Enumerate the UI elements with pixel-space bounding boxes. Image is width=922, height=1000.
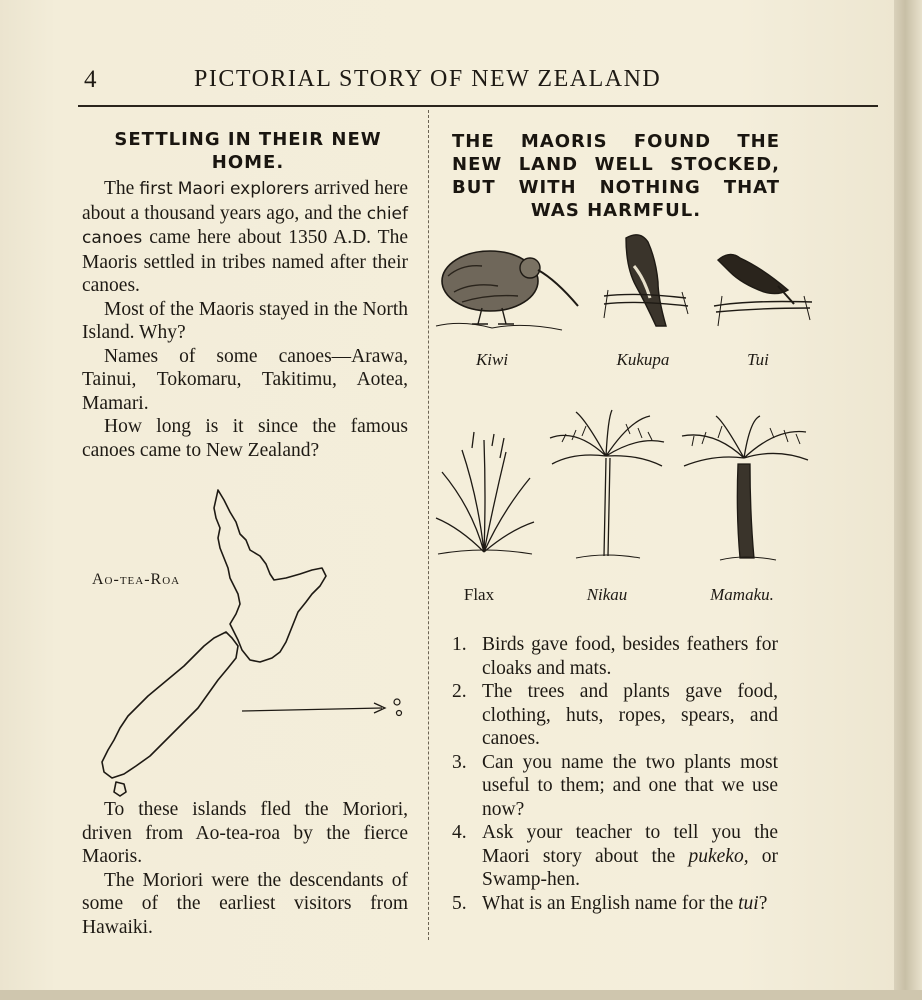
paragraph: Names of some canoes—Arawa, Tainui, Tokomaru, Takitimu, Aotea, Mamari. — [82, 345, 408, 414]
header-rule — [78, 105, 878, 107]
kiwi-illustration — [432, 236, 592, 336]
paragraph: Most of the Maoris stayed in the North Island. Why? — [82, 298, 408, 343]
item-text: Birds gave food, besides feathers for cloaks and mats. — [482, 634, 778, 679]
item-text: ? — [758, 892, 768, 914]
item-text: The trees and plants gave food, clothing, huts, ropes, spears, and canoes. — [482, 681, 778, 749]
emphasis: Maori — [177, 179, 225, 199]
section-heading-right: THE MAORIS FOUND THE NEW LAND WELL STOCKED, BUT WITH NOTHING THAT WAS HARMFUL. — [452, 131, 780, 221]
page-number: 4 — [84, 66, 98, 93]
list-item — [452, 751, 778, 822]
caption-kukupa: Kukupa — [616, 350, 670, 369]
section-heading-left: SETTLING IN THEIR NEW HOME. — [114, 129, 382, 173]
item-text: Ask your teacher to tell you the Maori story about the — [482, 822, 778, 867]
emphasis: first — [139, 179, 173, 199]
column-divider — [428, 110, 429, 940]
emphasis: explorers — [230, 179, 310, 199]
item-text: Can you name the two plants most useful to them; and one that we use now? — [482, 751, 778, 820]
text: The — [104, 178, 140, 199]
map-label-text: Ao-tea-Roa — [92, 571, 181, 588]
mamaku-illustration — [680, 414, 810, 564]
item-number: 2. — [452, 681, 467, 702]
paragraph: To these islands fled the Moriori, driven from Ao-tea-roa by the fierce Maoris. — [82, 799, 408, 867]
item-number: 5. — [452, 892, 467, 914]
tui-illustration — [708, 246, 818, 336]
south-island-outline — [102, 632, 238, 778]
caption-tui: Tui — [747, 350, 769, 369]
paragraph: The Moriori were the descendants of some of the earliest visitors from Hawaiki. — [82, 869, 408, 938]
item-text: What is an English name for the — [482, 892, 739, 914]
item-number: 4. — [452, 822, 467, 843]
paragraph — [82, 177, 408, 298]
page-bottom-edge — [0, 990, 922, 1000]
new-zealand-map — [90, 482, 410, 802]
book-title: PICTORIAL STORY OF NEW ZEALAND — [194, 66, 662, 92]
page-gutter-edge — [894, 0, 922, 1000]
text: arrived here about a thousand years ago, and the — [82, 178, 408, 224]
chatham-arrow — [242, 703, 385, 713]
left-body-text-2 — [82, 798, 408, 939]
stewart-island-outline — [114, 782, 126, 796]
item-text: or Swamp-hen. — [482, 845, 778, 890]
flax-illustration — [432, 428, 538, 558]
left-body-text — [82, 177, 408, 462]
question-list — [452, 633, 778, 915]
caption-nikau: Nikau — [586, 585, 628, 604]
item-number: 1. — [452, 634, 467, 655]
caption-flax: Flax — [463, 585, 495, 604]
list-item — [452, 680, 778, 751]
running-head — [84, 66, 874, 100]
list-item — [452, 633, 778, 680]
paragraph: How long is it since the famous canoes came to New Zealand? — [82, 416, 408, 461]
caption-kiwi: Kiwi — [475, 350, 509, 369]
caption-mamaku: Mamaku. — [710, 585, 774, 604]
item-italic: pukeko, — [688, 845, 749, 867]
item-number: 3. — [452, 751, 467, 773]
text: came here about 1350 A.D. The Maoris settled in tribes named after their canoes. — [82, 227, 408, 296]
emphasis: chief canoes — [82, 203, 408, 248]
kukupa-illustration — [596, 226, 696, 338]
chatham-islands — [394, 699, 402, 716]
item-italic: tui — [738, 892, 759, 914]
nikau-illustration — [546, 408, 666, 562]
list-item — [452, 892, 778, 916]
list-item — [452, 821, 778, 892]
